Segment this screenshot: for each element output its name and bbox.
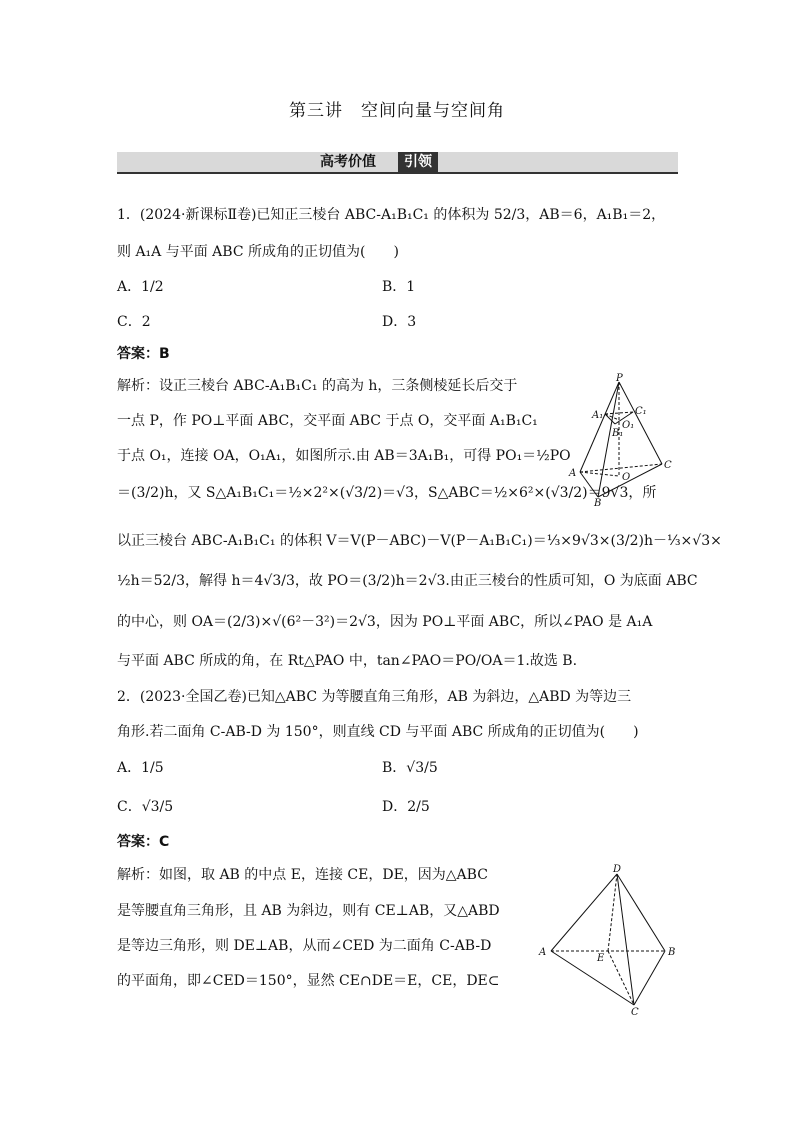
segment-DE (608, 874, 617, 951)
q2-stem-line-1: 2．(2023·全国乙卷)已知△ABC 为等腰直角三角形，AB 为斜边，△ABD 为等边三 (117, 689, 632, 705)
page-title: 第三讲 空间向量与空间角 (289, 101, 505, 121)
q1-option-d: D．3 (382, 314, 417, 330)
q2-solution-line-2: 是等腰直角三角形，且 AB 为斜边，则有 CE⊥AB，又△ABD (117, 903, 500, 919)
q2-stem-line-2: 角形.若二面角 C-AB-D 为 150°，则直线 CD 与平面 ABC 所成角的正切值为( ) (117, 724, 639, 740)
q1-option-c: C．2 (117, 314, 151, 330)
label-B: B (594, 498, 602, 507)
label-D: D (613, 864, 622, 875)
label-A: A (569, 468, 577, 479)
q2-option-b: B．√3/5 (382, 760, 438, 776)
q2-option-d: D．2/5 (382, 799, 430, 815)
figure-tetrahedron (535, 862, 683, 1017)
q2-option-a: A．1/5 (117, 760, 164, 776)
edge-PB (598, 382, 619, 497)
q2-answer: 答案：C (117, 834, 170, 850)
label-E: E (597, 953, 605, 964)
segment-AO (580, 472, 619, 476)
edge-PA (580, 382, 619, 472)
label-A1: A₁ (592, 410, 604, 421)
label-B1: B₁ (612, 428, 624, 439)
label-B: B (668, 947, 676, 958)
q1-solution-line-2: 一点 P，作 PO⊥平面 ABC，交平面 ABC 于点 O，交平面 A₁B₁C₁ (117, 413, 538, 429)
q1-stem-line-2: 则 A₁A 与平面 ABC 所成角的正切值为( ) (117, 244, 399, 260)
q1-answer: 答案：B (117, 346, 170, 362)
label-A: A (539, 947, 547, 958)
label-C: C (664, 460, 672, 471)
edge-A1B1 (605, 414, 615, 424)
q1-solution-line-8: 与平面 ABC 所成的角，在 Rt△PAO 中，tan∠PAO＝PO/OA＝1.故选 B. (117, 653, 578, 669)
q2-option-c: C．√3/5 (117, 799, 174, 815)
label-P: P (616, 373, 623, 384)
q1-solution-line-1: 解析：设正三棱台 ABC-A₁B₁C₁ 的高为 h，三条侧棱延长后交于 (117, 378, 518, 394)
q1-option-b: B．1 (382, 279, 416, 295)
q2-solution-line-3: 是等边三角形，则 DE⊥AB，从而∠CED 为二面角 C-AB-D (117, 938, 492, 954)
edge-DB (617, 874, 665, 951)
label-C: C (631, 1007, 639, 1017)
q1-solution-line-4: ＝(3/2)h，又 S△A₁B₁C₁＝½×2²×(√3/2)＝√3，S△ABC＝½×6²×(√3/2)＝9√3，所 (117, 485, 657, 501)
q1-solution-line-7: 的中心，则 OA＝(2/3)×√(6²－3²)＝2√3，因为 PO⊥平面 ABC，所以∠PAO 是 A₁A (117, 614, 653, 630)
edge-BC (634, 951, 665, 1005)
q1-stem-line-1: 1．(2024·新课标Ⅱ卷)已知正三棱台 ABC-A₁B₁C₁ 的体积为 52/3，AB＝6，A₁B₁＝2， (117, 207, 666, 223)
banner-tag: 引领 (398, 152, 438, 172)
q1-option-a: A．1/2 (117, 279, 164, 295)
label-O1: O₁ (622, 420, 635, 431)
figure-frustum (565, 372, 680, 507)
label-C1: C₁ (635, 406, 647, 417)
edge-AB (580, 472, 598, 497)
label-O: O (622, 472, 631, 483)
q1-solution-line-5: 以正三棱台 ABC-A₁B₁C₁ 的体积 V＝V(P－ABC)－V(P－A₁B₁C₁)＝⅓×9√3×(3/2)h－⅓×√3× (117, 533, 722, 549)
edge-DA (551, 874, 617, 951)
q1-solution-line-6: ½h＝52/3，解得 h＝4√3/3，故 PO＝(3/2)h＝2√3.由正三棱台的性质可知，O 为底面 ABC (117, 573, 698, 589)
edge-DC (617, 874, 634, 1005)
q1-solution-line-3: 于点 O₁，连接 OA，O₁A₁，如图所示.由 AB＝3A₁B₁，可得 PO₁＝½PO (117, 448, 571, 464)
q2-solution-line-4: 的平面角，即∠CED＝150°，显然 CE∩DE＝E，CE，DE⊂ (117, 973, 500, 989)
banner-text: 高考价值 (320, 154, 376, 170)
q2-solution-line-1: 解析：如图，取 AB 的中点 E，连接 CE，DE，因为△ABC (117, 867, 488, 883)
